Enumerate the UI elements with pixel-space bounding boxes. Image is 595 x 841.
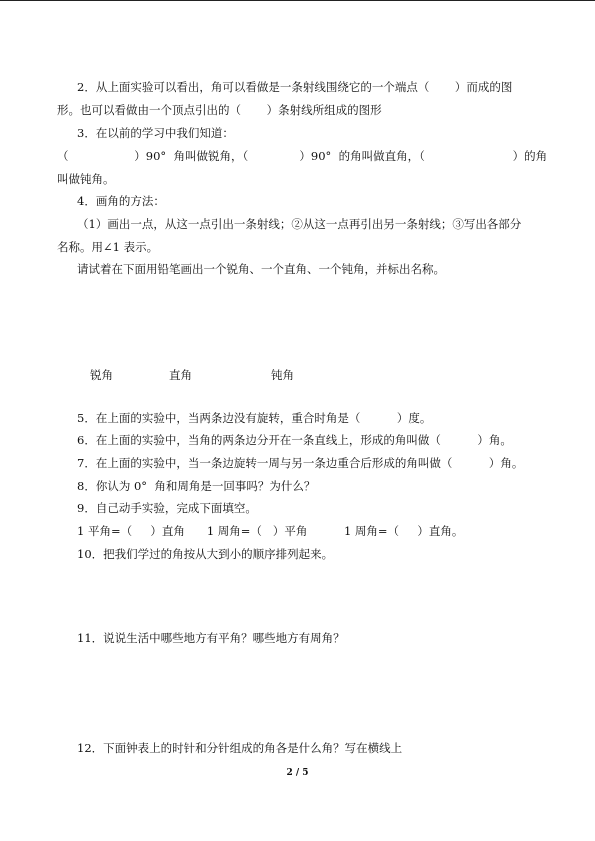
q7: 7．在上面的实验中，当一条边旋转一周与另一条边重合后形成的角叫做（ ）角。 (77, 456, 524, 470)
q4-line3: 名称。用∠1 表示。 (57, 240, 159, 254)
q8: 8．你认为 0° 角和周角是一回事吗？为什么？ (77, 479, 316, 493)
q2-line2: 形。也可以看做由一个顶点引出的（ ）条射线所组成的图形 (57, 103, 382, 117)
q9-line1: 9．自己动手实验，完成下面填空。 (77, 501, 257, 515)
q3-line1: 3．在以前的学习中我们知道： (77, 126, 234, 140)
q3-line3: 叫做钝角。 (57, 172, 115, 186)
label-right-angle: 直角 (169, 368, 192, 382)
q5: 5．在上面的实验中，当两条边没有旋转，重合时角是（ ）度。 (77, 411, 432, 425)
page-number: 2 / 5 (286, 768, 309, 778)
q4-line2: （1）画出一点，从这一点引出一条射线；②从这一点再引出另一条射线；③写出各部分 (77, 217, 522, 231)
q12: 12．下面钟表上的时针和分针组成的角各是什么角？写在横线上 (77, 741, 403, 755)
header-rule (0, 0, 595, 1)
q10: 10．把我们学过的角按从大到小的顺序排列起来。 (77, 547, 334, 561)
label-obtuse-angle: 钝角 (271, 368, 294, 382)
label-acute-angle: 锐角 (90, 368, 113, 382)
q11: 11．说说生活中哪些地方有平角？哪些地方有周角？ (77, 631, 345, 645)
q9-line2: 1 平角=（ ）直角 1 周角=（ ）平角 1 周角=（ ）直角。 (77, 524, 464, 538)
q4-line4: 请试着在下面用铅笔画出一个锐角、一个直角、一个钝角，并标出名称。 (77, 262, 445, 276)
q4-line1: 4．画角的方法： (77, 194, 165, 208)
q2-line1: 2．从上面实验可以看出，角可以看做是一条射线围绕它的一个端点（ ）而成的图 (77, 80, 513, 94)
q6: 6．在上面的实验中，当角的两条边分开在一条直线上，形成的角叫做（ ）角。 (77, 433, 512, 447)
q3-line2: （ ）90° 角叫做锐角，（ ）90° 的角叫做直角，（ ）的角 (57, 149, 548, 163)
